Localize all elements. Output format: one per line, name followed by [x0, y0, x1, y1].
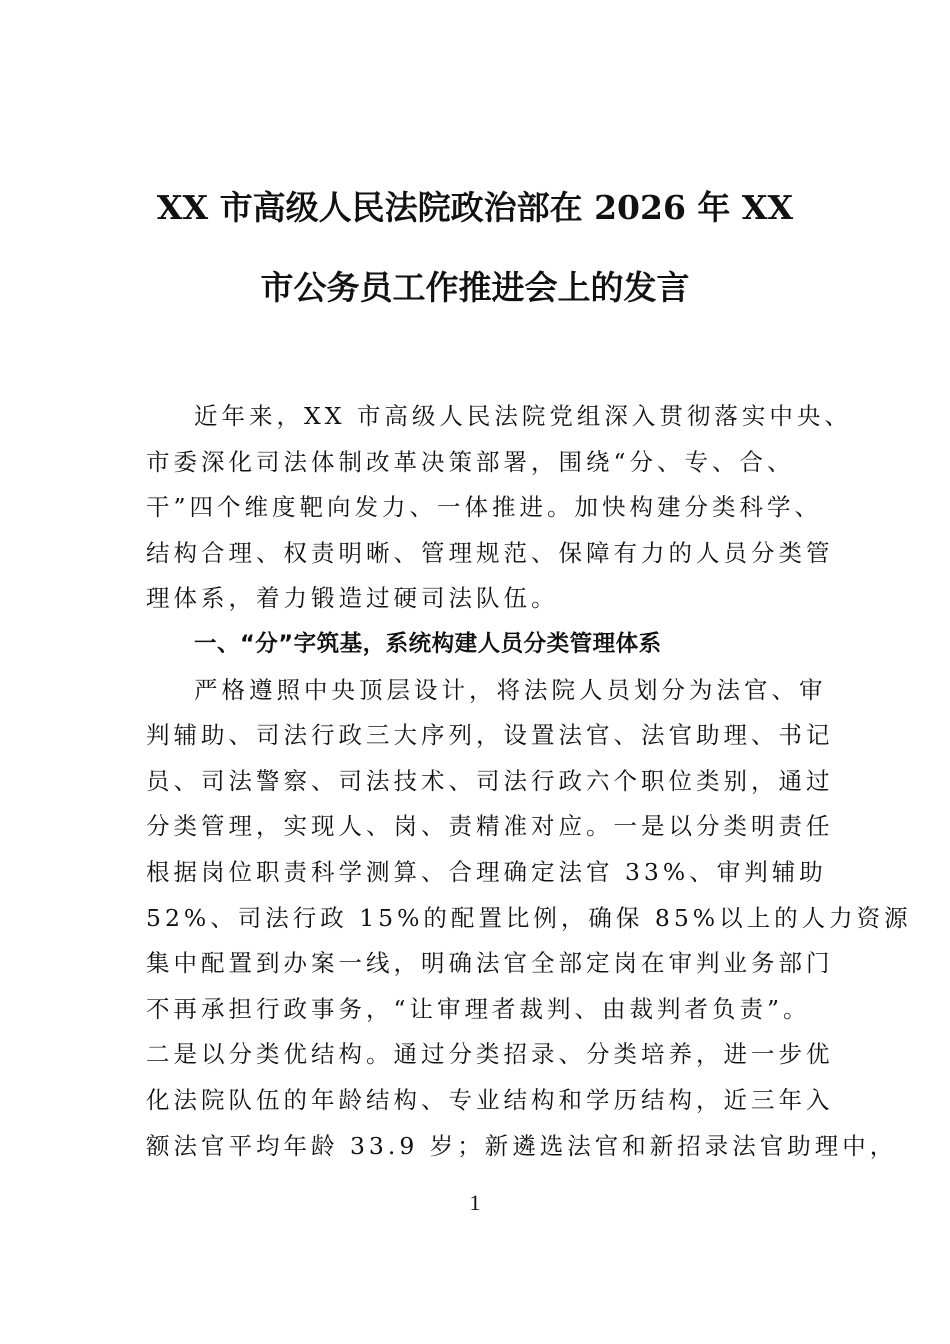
paragraph-line: 市委深化司法体制改革决策部署，围绕“分、专、合、 [146, 447, 795, 476]
title-line-2: 市公务员工作推进会上的发言 [260, 268, 690, 307]
paragraph-intro [146, 394, 852, 622]
paragraph-line: 集中配置到办案一线，明确法官全部定岗在审判业务部门 [146, 949, 834, 978]
document-body [146, 394, 912, 1169]
title-line-1: XX 市高级人民法院政治部在 2026 年 XX [156, 188, 794, 227]
paragraph-line: 干”四个维度靶向发力、一体推进。加快构建分类科学、 [146, 493, 823, 522]
paragraph-line: 52%、司法行政 15%的配置比例，确保 85%以上的人力资源 [146, 903, 912, 932]
section-heading-1: 一、“分”字筑基，系统构建人员分类管理体系 [194, 630, 662, 657]
paragraph-line: 额法官平均年龄 33.9 岁；新遴选法官和新招录法官助理中， [146, 1131, 898, 1160]
paragraph-line: 分类管理，实现人、岗、责精准对应。一是以分类明责任 [146, 812, 834, 841]
paragraph-line: 不再承担行政事务，“让审理者裁判、由裁判者负责”。 [146, 994, 811, 1023]
paragraph-line: 根据岗位职责科学测算、合理确定法官 33%、审判辅助 [146, 857, 827, 886]
paragraph-line: 严格遵照中央顶层设计，将法院人员划分为法官、审 [194, 675, 827, 704]
document-title [120, 168, 830, 328]
paragraph-line: 判辅助、司法行政三大序列，设置法官、法官助理、书记 [146, 721, 834, 750]
paragraph-line: 结构合理、权责明晰、管理规范、保障有力的人员分类管 [146, 538, 834, 567]
page-number: 1 [469, 1190, 481, 1215]
paragraph-line: 近年来，XX 市高级人民法院党组深入贯彻落实中央、 [194, 402, 852, 430]
paragraph-section-1 [146, 668, 912, 1170]
paragraph-line: 二是以分类优结构。通过分类招录、分类培养，进一步优 [146, 1040, 834, 1069]
paragraph-line: 员、司法警察、司法技术、司法行政六个职位类别，通过 [146, 766, 834, 795]
paragraph-line: 理体系，着力锻造过硬司法队伍。 [146, 584, 559, 613]
paragraph-line: 化法院队伍的年龄结构、专业结构和学历结构，近三年入 [146, 1085, 834, 1114]
